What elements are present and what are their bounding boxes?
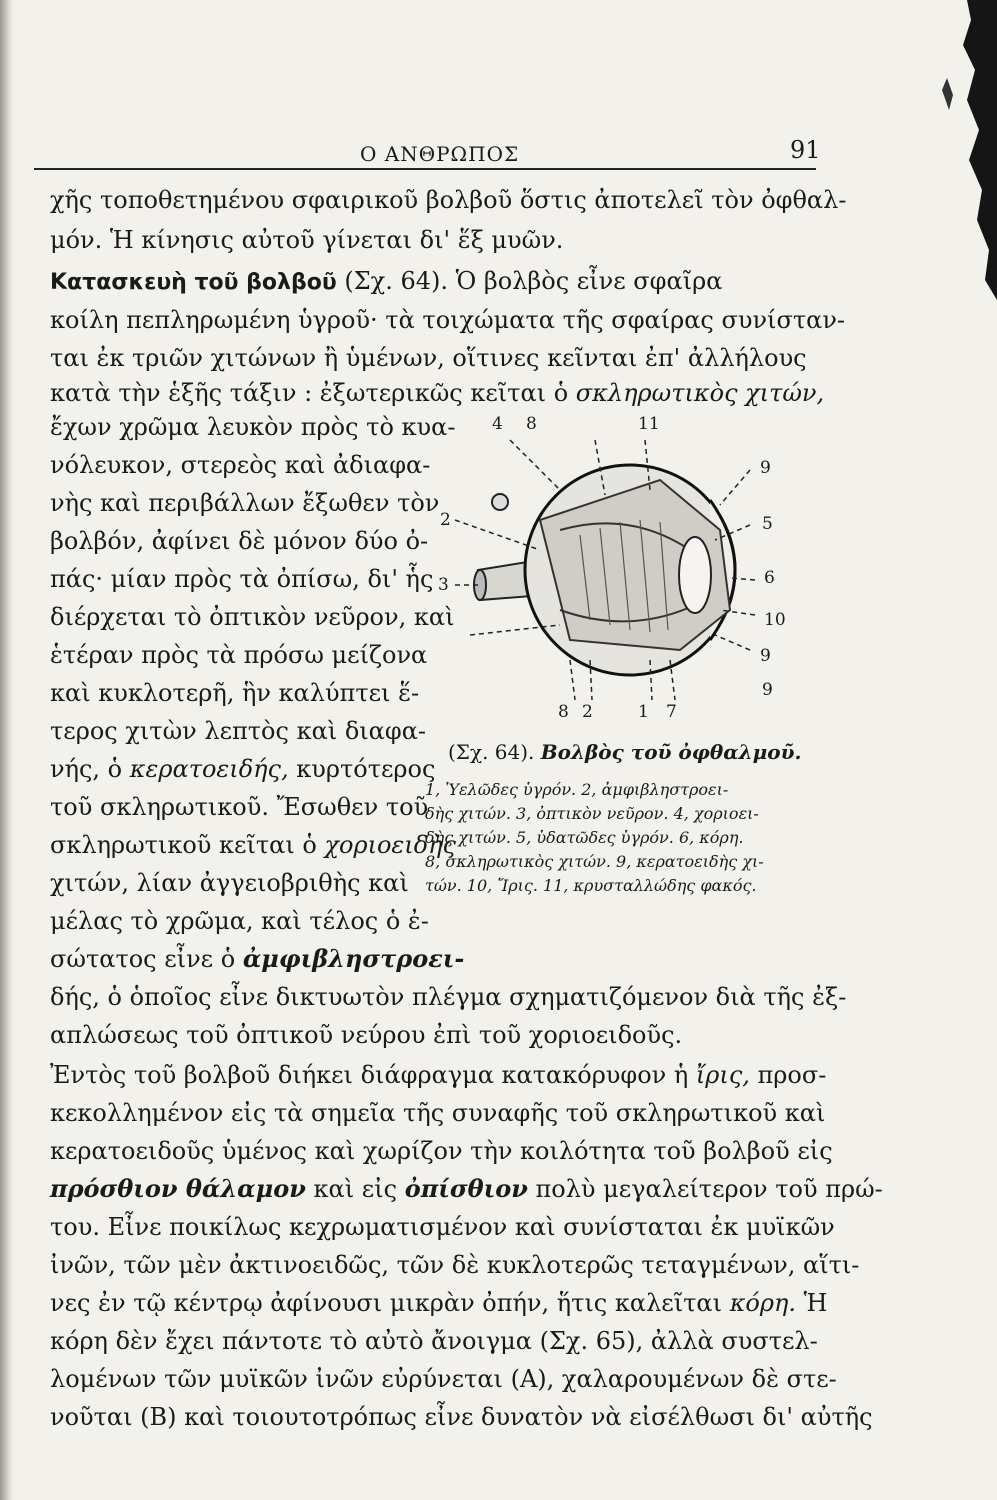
term-sclera: σκληρωτικὸς χιτών, — [575, 379, 825, 407]
text-line: ἔχων χρῶμα λευκὸν πρὸς τὸ κυα- — [50, 413, 456, 441]
text-line: πάς· μίαν πρὸς τὰ ὀπίσω, δι' ἧς — [50, 565, 434, 593]
term-pupil: κόρη. — [729, 1289, 796, 1317]
text-line: κοίλη πεπληρωμένη ὑγροῦ· τὰ τοιχώματα τῆς σφαίρας συνίσταν- — [50, 306, 846, 334]
text-line — [50, 378, 824, 408]
running-header-title: Ο ΑΝΘΡΩΠΟΣ — [360, 142, 520, 166]
term-retina: ἀμφιβληστροει- — [242, 944, 465, 973]
text-span: σκληρωτικοῦ κεῖται ὁ — [50, 831, 317, 859]
figure-label: 9 — [760, 646, 771, 666]
text-line — [50, 944, 464, 974]
eyeball-figure — [430, 410, 810, 740]
text-line: χῆς τοποθετημένου σφαιρικοῦ βολβοῦ ὅστις ἀποτελεῖ τὸν ὀφθαλ- — [50, 186, 847, 214]
text-line: λομένων τῶν μυϊκῶν ἰνῶν εὐρύνεται (Α), χαλαρουμένων δὲ στε- — [50, 1365, 837, 1393]
text-line: δής, ὁ ὁποῖος εἶνε δικτυωτὸν πλέγμα σχηματιζόμενον διὰ τῆς ἐξ- — [50, 983, 847, 1011]
text-span: νής, ὁ — [50, 755, 123, 783]
figure-label: 6 — [764, 568, 775, 588]
term-cornea: κερατοειδής, — [129, 755, 289, 783]
figure-label: 8 — [558, 702, 569, 722]
figure-legend-line: 8, σκληρωτικὸς χιτών. 9, κερατοειδὴς χι- — [425, 852, 764, 871]
figure-legend-line: δὴς χιτών. 3, ὀπτικὸν νεῦρον. 4, χοριοει- — [425, 804, 759, 823]
text-line: κεκολλημένον εἰς τὰ σημεῖα τῆς συναφῆς τοῦ σκληρωτικοῦ καὶ — [50, 1099, 826, 1127]
text-line: κόρη δὲν ἔχει πάντοτε τὸ αὐτὸ ἄνοιγμα (Σχ. 65), ἀλλὰ συστελ- — [50, 1327, 818, 1355]
figure-legend-line: τών. 10, Ἴρις. 11, κρυσταλλώδης φακός. — [425, 876, 757, 895]
figure-label: 3 — [438, 575, 449, 595]
text-line: απλώσεως τοῦ ὀπτικοῦ νεύρου ἐπὶ τοῦ χοριοειδοῦς. — [50, 1021, 683, 1049]
term-posterior-chamber: ὀπίσθιον — [404, 1174, 528, 1203]
figure-label: 5 — [762, 514, 773, 534]
term-choroid: χοριοειδὴς — [324, 831, 456, 859]
text-span: πολὺ μεγαλείτερον τοῦ πρώ- — [535, 1175, 883, 1203]
figure-legend-line: δὴς χιτών. 5, ὑδατῶδες ὑγρόν. 6, κόρη. — [425, 828, 744, 847]
text-line: μέλας τὸ χρῶμα, καὶ τέλος ὁ ἐ- — [50, 907, 429, 935]
text-line — [50, 1174, 883, 1204]
text-span: Ἡ — [803, 1289, 828, 1317]
text-line — [50, 830, 456, 860]
figure-label: 2 — [582, 702, 593, 722]
text-span: κατὰ τὴν ἑξῆς τάξιν : ἐξωτερικῶς κεῖται ὁ — [50, 379, 569, 407]
figure-label: 7 — [666, 702, 677, 722]
text-line — [50, 1060, 826, 1090]
text-line: τοῦ σκληρωτικοῦ. Ἔσωθεν τοῦ — [50, 793, 429, 821]
text-line: ἑτέραν πρὸς τὰ πρόσω μείζονα — [50, 641, 428, 669]
text-span: σώτατος εἶνε ὁ — [50, 945, 236, 973]
figure-label: 8 — [526, 414, 537, 434]
text-span: (Σχ. 64). Ὁ βολβὸς εἶνε σφαῖρα — [344, 267, 723, 295]
figure-number: (Σχ. 64). — [448, 740, 535, 764]
section-heading: Κατασκευὴ τοῦ βολβοῦ — [50, 270, 337, 295]
text-line: βολβόν, ἀφίνει δὲ μόνον δύο ὀ- — [50, 527, 429, 555]
figure-label: 9 — [760, 458, 771, 478]
text-line — [50, 1288, 827, 1318]
text-line: ται ἐκ τριῶν χιτώνων ἢ ὑμένων, οἵτινες κεῖνται ἐπ' ἀλλήλους — [50, 344, 807, 372]
text-line — [50, 754, 435, 784]
page-gutter-shadow — [0, 0, 14, 1500]
text-line: τερος χιτὼν λεπτὸς καὶ διαφα- — [50, 717, 427, 745]
figure-title: Βολβὸς τοῦ ὀφθαλμοῦ. — [540, 740, 802, 764]
figure-label: 1 — [638, 702, 649, 722]
figure-label: 2 — [440, 510, 451, 530]
text-line: χιτών, λίαν ἀγγειοβριθὴς καὶ — [50, 869, 409, 897]
text-line: νόλευκον, στερεὸς καὶ ἀδιαφα- — [50, 451, 431, 479]
text-line: κερατοειδοῦς ὑμένος καὶ χωρίζον τὴν κοιλότητα τοῦ βολβοῦ εἰς — [50, 1137, 833, 1165]
figure-legend-line: 1, Ὑελῶδες ὑγρόν. 2, ἀμφιβληστροει- — [425, 780, 729, 799]
text-span: Ἐντὸς τοῦ βολβοῦ διήκει διάφραγμα κατακόρυφον ἡ — [50, 1061, 689, 1089]
text-span: προσ- — [757, 1061, 827, 1089]
torn-corner-decoration — [927, 0, 997, 300]
figure-label: 9 — [762, 680, 773, 700]
text-line: ἰνῶν, τῶν μὲν ἀκτινοειδῶς, τῶν δὲ κυκλοτερῶς τεταγμένων, αἵτι- — [50, 1251, 860, 1279]
term-anterior-chamber: πρόσθιον θάλαμον — [50, 1174, 306, 1203]
figure-label: 10 — [764, 610, 786, 630]
text-line: μόν. Ἡ κίνησις αὐτοῦ γίνεται δι' ἕξ μυῶν. — [50, 226, 564, 254]
text-line — [50, 266, 722, 298]
text-line: νοῦται (Β) καὶ τοιουτοτρόπως εἶνε δυνατὸν νὰ εἰσέλθωσι δι' αὐτῆς — [50, 1403, 873, 1431]
text-line: του. Εἶνε ποικίλως κεχρωματισμένον καὶ συνίσταται ἐκ μυϊκῶν — [50, 1213, 835, 1241]
figure-label: 11 — [638, 414, 660, 434]
text-line: διέρχεται τὸ ὀπτικὸν νεῦρον, καὶ — [50, 603, 455, 631]
figure-caption — [448, 740, 801, 764]
text-span: κυρτότερος — [296, 755, 436, 783]
term-iris: ἴρις, — [695, 1061, 750, 1089]
text-span: καὶ εἰς — [313, 1175, 398, 1203]
eyeball-drawing — [430, 410, 810, 740]
text-line: νὴς καὶ περιβάλλων ἔξωθεν τὸν — [50, 489, 440, 517]
page-number: 91 — [790, 136, 821, 164]
header-rule — [34, 168, 816, 170]
text-line: καὶ κυκλοτερῆ, ἣν καλύπτει ἕ- — [50, 679, 420, 707]
text-span: νες ἐν τῷ κέντρῳ ἀφίνουσι μικρὰν ὀπήν, ἥτις καλεῖται — [50, 1289, 723, 1317]
figure-label: 4 — [492, 414, 503, 434]
